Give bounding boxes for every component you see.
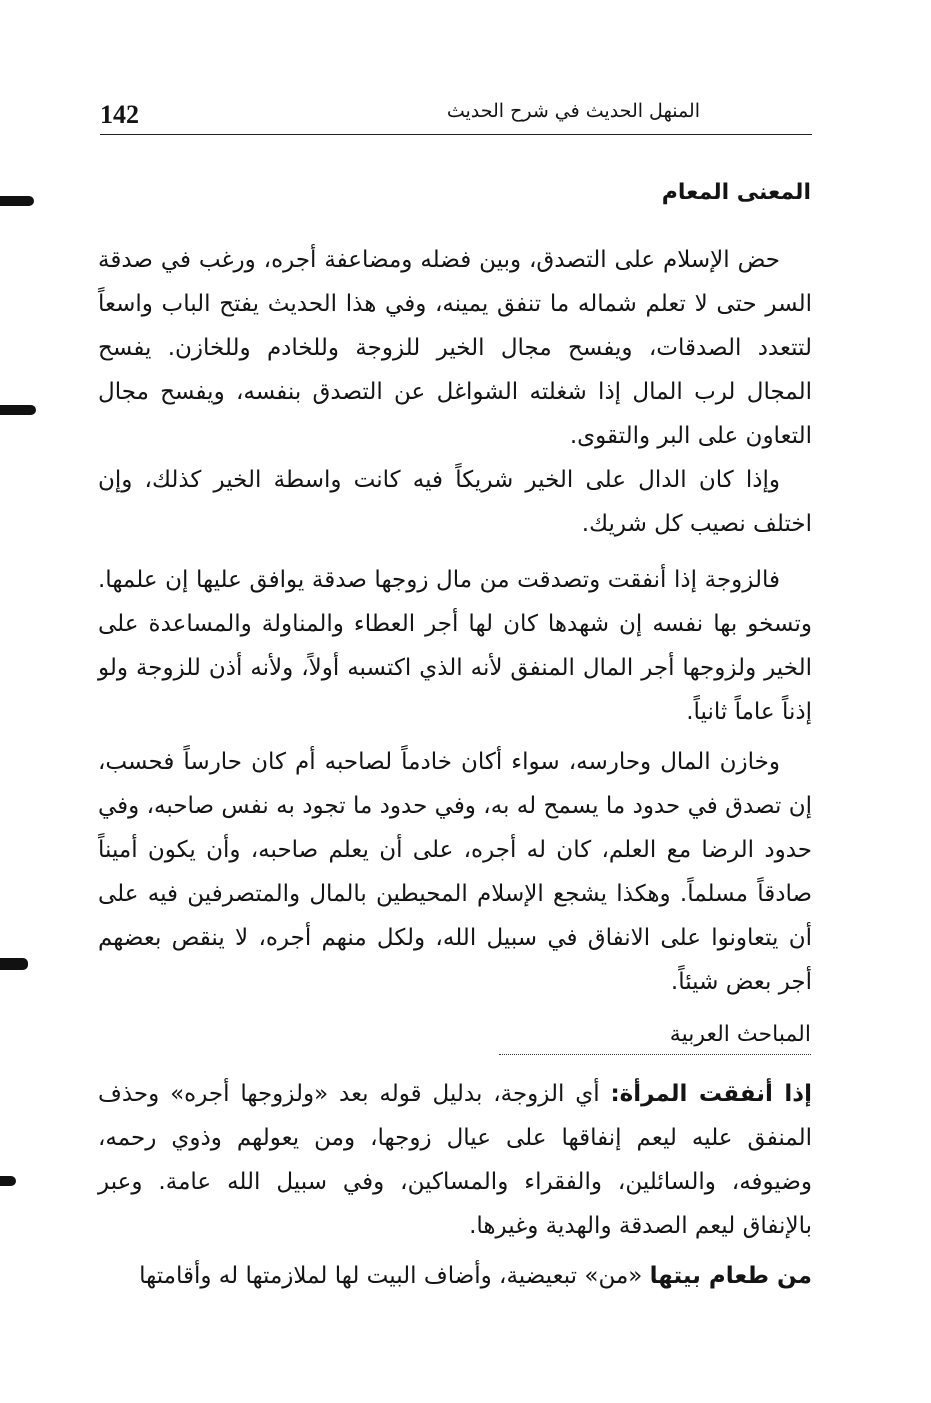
paragraph: فالزوجة إذا أنفقت وتصدقت من مال زوجها صدقة يوافق عليها إن علمها. وتسخو بها نفسه إن شهدها كان لها أجر العطاء والمناولة والمساعدة على الخير ولزوجها أجر المال المنفق لأنه الذي اكتسبه أولاً، ولأنه أذن للزوجة ولو إذناً عاماً ثانياً. <box>98 567 812 725</box>
glossary-entry <box>98 1254 812 1298</box>
scan-mark <box>0 1176 16 1186</box>
paragraph: حض الإسلام على التصدق، وبين فضله ومضاعفة أجره، ورغب في صدقة السر حتى لا تعلم شماله ما تنفق يمينه، وفي هذا الحديث يفتح الباب واسعاً لتتعدد الصدقات، ويفسح مجال الخير للزوجة وللخادم وللخازن. يفسح المجال لرب المال إذا شغلته الشواغل عن التصدق بنفسه، ويفسح مجال التعاون على البر والتقوى. <box>98 247 812 449</box>
scan-mark <box>0 958 28 970</box>
glossary-text: «من» تبعيضية، وأضاف البيت لها لملازمتها له وأقامتها <box>139 1263 650 1289</box>
running-head <box>100 98 812 135</box>
glossary-text: أي الزوجة، بدليل قوله بعد «ولزوجها أجره» وحذف المنفق عليه ليعم إنفاقها على عيال زوجها، ومن يعولهم وذوي رحمه، وضيوفه، والسائلين، والفقراء والمساكين، وفي سبيل الله عامة. وعبر بالإنفاق ليعم الصدقة والهدية وغيرها. <box>98 1081 812 1239</box>
scan-mark <box>0 196 34 206</box>
paragraph: وإذا كان الدال على الخير شريكاً فيه كانت واسطة الخير كذلك، وإن اختلف نصيب كل شريك. <box>98 467 812 537</box>
section-heading-general-meaning: المعنى المعام <box>661 180 811 205</box>
glossary-entry <box>98 1072 812 1248</box>
paragraph: وخازن المال وحارسه، سواء أكان خادماً لصاحبه أم كان حارساً فحسب، إن تصدق في حدود ما يسمح له به، وفي حدود ما تجود به نفس صاحبه، وفي حدود الرضا مع العلم، كان له أجره، على أن يعلم صاحبه، وأن يكون أميناً صادقاً مسلماً. وهكذا يشجع الإسلام المحيطين بالمال والمتصرفين فيه على أن يتعاونوا على الانفاق في سبيل الله، ولكل منهم أجره، لا ينقص بعضهم أجر بعض شيئاً. <box>98 749 812 995</box>
glossary-term: إذا أنفقت المرأة: <box>610 1081 812 1107</box>
page-number: 142 <box>100 100 139 129</box>
running-title: المنهل الحديث في شرح الحديث <box>446 100 700 122</box>
section-heading-arabic-studies: المباحث العربية <box>669 1022 811 1047</box>
heading-underline <box>499 1054 811 1055</box>
scan-mark <box>0 405 36 415</box>
glossary-term: من طعام بيتها <box>649 1263 812 1289</box>
